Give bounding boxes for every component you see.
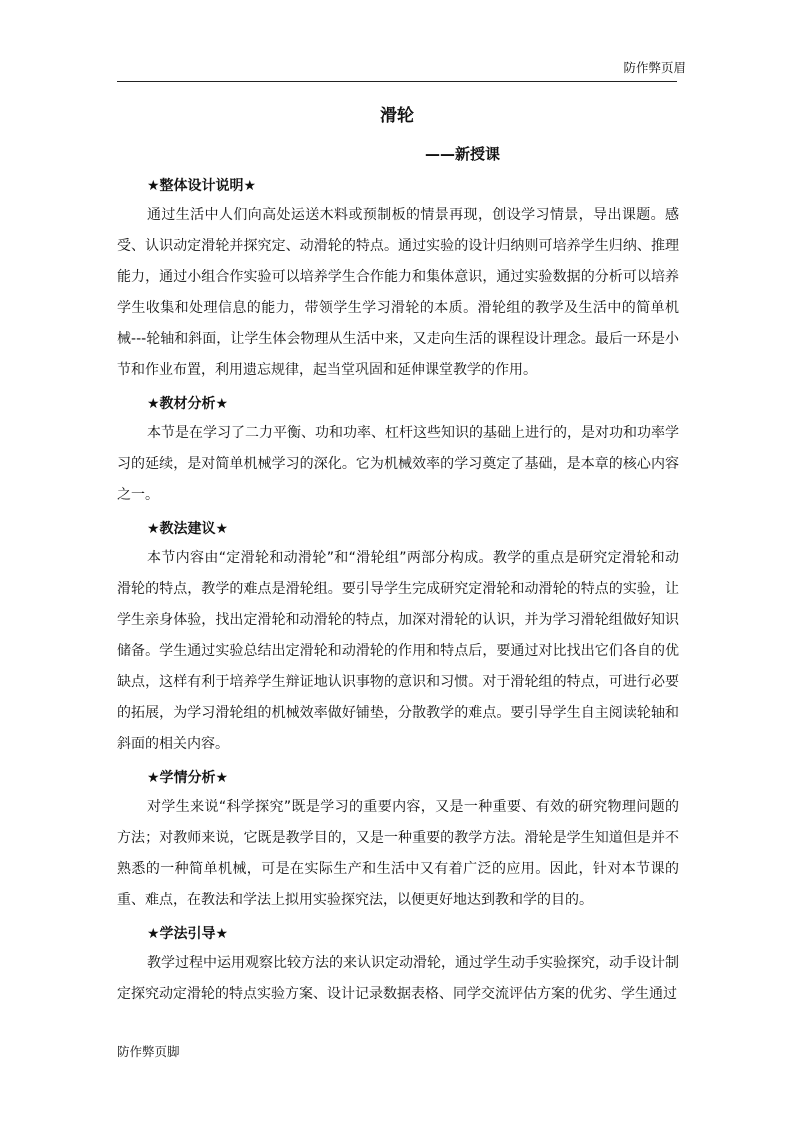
- page-header: 防作弊页眉: [623, 60, 686, 75]
- section-learning-guidance: [117, 920, 679, 1010]
- section-textbook-analysis: [117, 390, 679, 511]
- section-heading: ★学法引导★: [147, 926, 229, 942]
- section-teaching-suggestions: [117, 515, 679, 760]
- section-paragraph: 教学过程中运用观察比较方法的来认识定动滑轮，通过学生动手实验探究，动手设计制定探究动定滑轮的特点实验方案、设计记录数据表格、同学交流评估方案的优劣、学生通过: [117, 955, 679, 1002]
- page-footer: 防作弊页脚: [117, 1044, 180, 1059]
- section-paragraph: 本节内容由“定滑轮和动滑轮”和“滑轮组”两部分构成。教学的重点是研究定滑轮和动滑轮的特点，教学的难点是滑轮组。要引导学生完成研究定滑轮和动滑轮的特点的实验，让学生亲身体验，找出定滑轮和动滑轮的特点，加深对滑轮的认识，并为学习滑轮组做好知识储备。学生通过实验总结出定滑轮和动滑轮的作用和特点后，要通过对比找出它们各自的优缺点，这样有利于培养学生辩证地认识事物的意识和习惯。对于滑轮组的特点，可进行必要的拓展，为学习滑轮组的机械效率做好铺垫，分散教学的难点。要引导学生自主阅读轮轴和斜面的相关内容。: [117, 550, 679, 752]
- section-overall-design: [117, 172, 679, 386]
- section-heading: ★教法建议★: [147, 521, 229, 537]
- section-paragraph: 对学生来说“科学探究”既是学习的重要内容，又是一种重要、有效的研究物理问题的方法；对教师来说，它既是教学目的，又是一种重要的教学方法。滑轮是学生知道但是并不熟悉的一种简单机械，可是在实际生产和生活中又有着广泛的应用。因此，针对本节课的重、难点，在教法和学法上拟用实验探究法，以便更好地达到教和学的目的。: [117, 799, 679, 908]
- section-student-analysis: [117, 764, 679, 916]
- section-paragraph: 通过生活中人们向高处运送木料或预制板的情景再现，创设学习情景，导出课题。感受、认识动定滑轮并探究定、动滑轮的特点。通过实验的设计归纳则可培养学生归纳、推理能力，通过小组合作实验可以培养学生合作能力和集体意识，通过实验数据的分析可以培养学生收集和处理信息的能力，带领学生学习滑轮的本质。滑轮组的教学及生活中的简单机械---轮轴和斜面，让学生体会物理从生活中来，又走向生活的课程设计理念。最后一环是小节和作业布置，利用遗忘规律，起当堂巩固和延伸课堂教学的作用。: [117, 207, 679, 378]
- section-paragraph: 本节是在学习了二力平衡、功和功率、杠杆这些知识的基础上进行的，是对功和功率学习的延续，是对简单机械学习的深化。它为机械效率的学习奠定了基础，是本章的核心内容之一。: [117, 425, 679, 503]
- document-body: [117, 172, 679, 1014]
- document-title: 滑轮: [380, 106, 414, 126]
- document-subtitle: ——新授课: [425, 145, 501, 163]
- section-heading: ★学情分析★: [147, 770, 229, 786]
- section-heading: ★整体设计说明★: [147, 178, 257, 194]
- header-divider: [117, 81, 677, 82]
- section-heading: ★教材分析★: [147, 396, 229, 412]
